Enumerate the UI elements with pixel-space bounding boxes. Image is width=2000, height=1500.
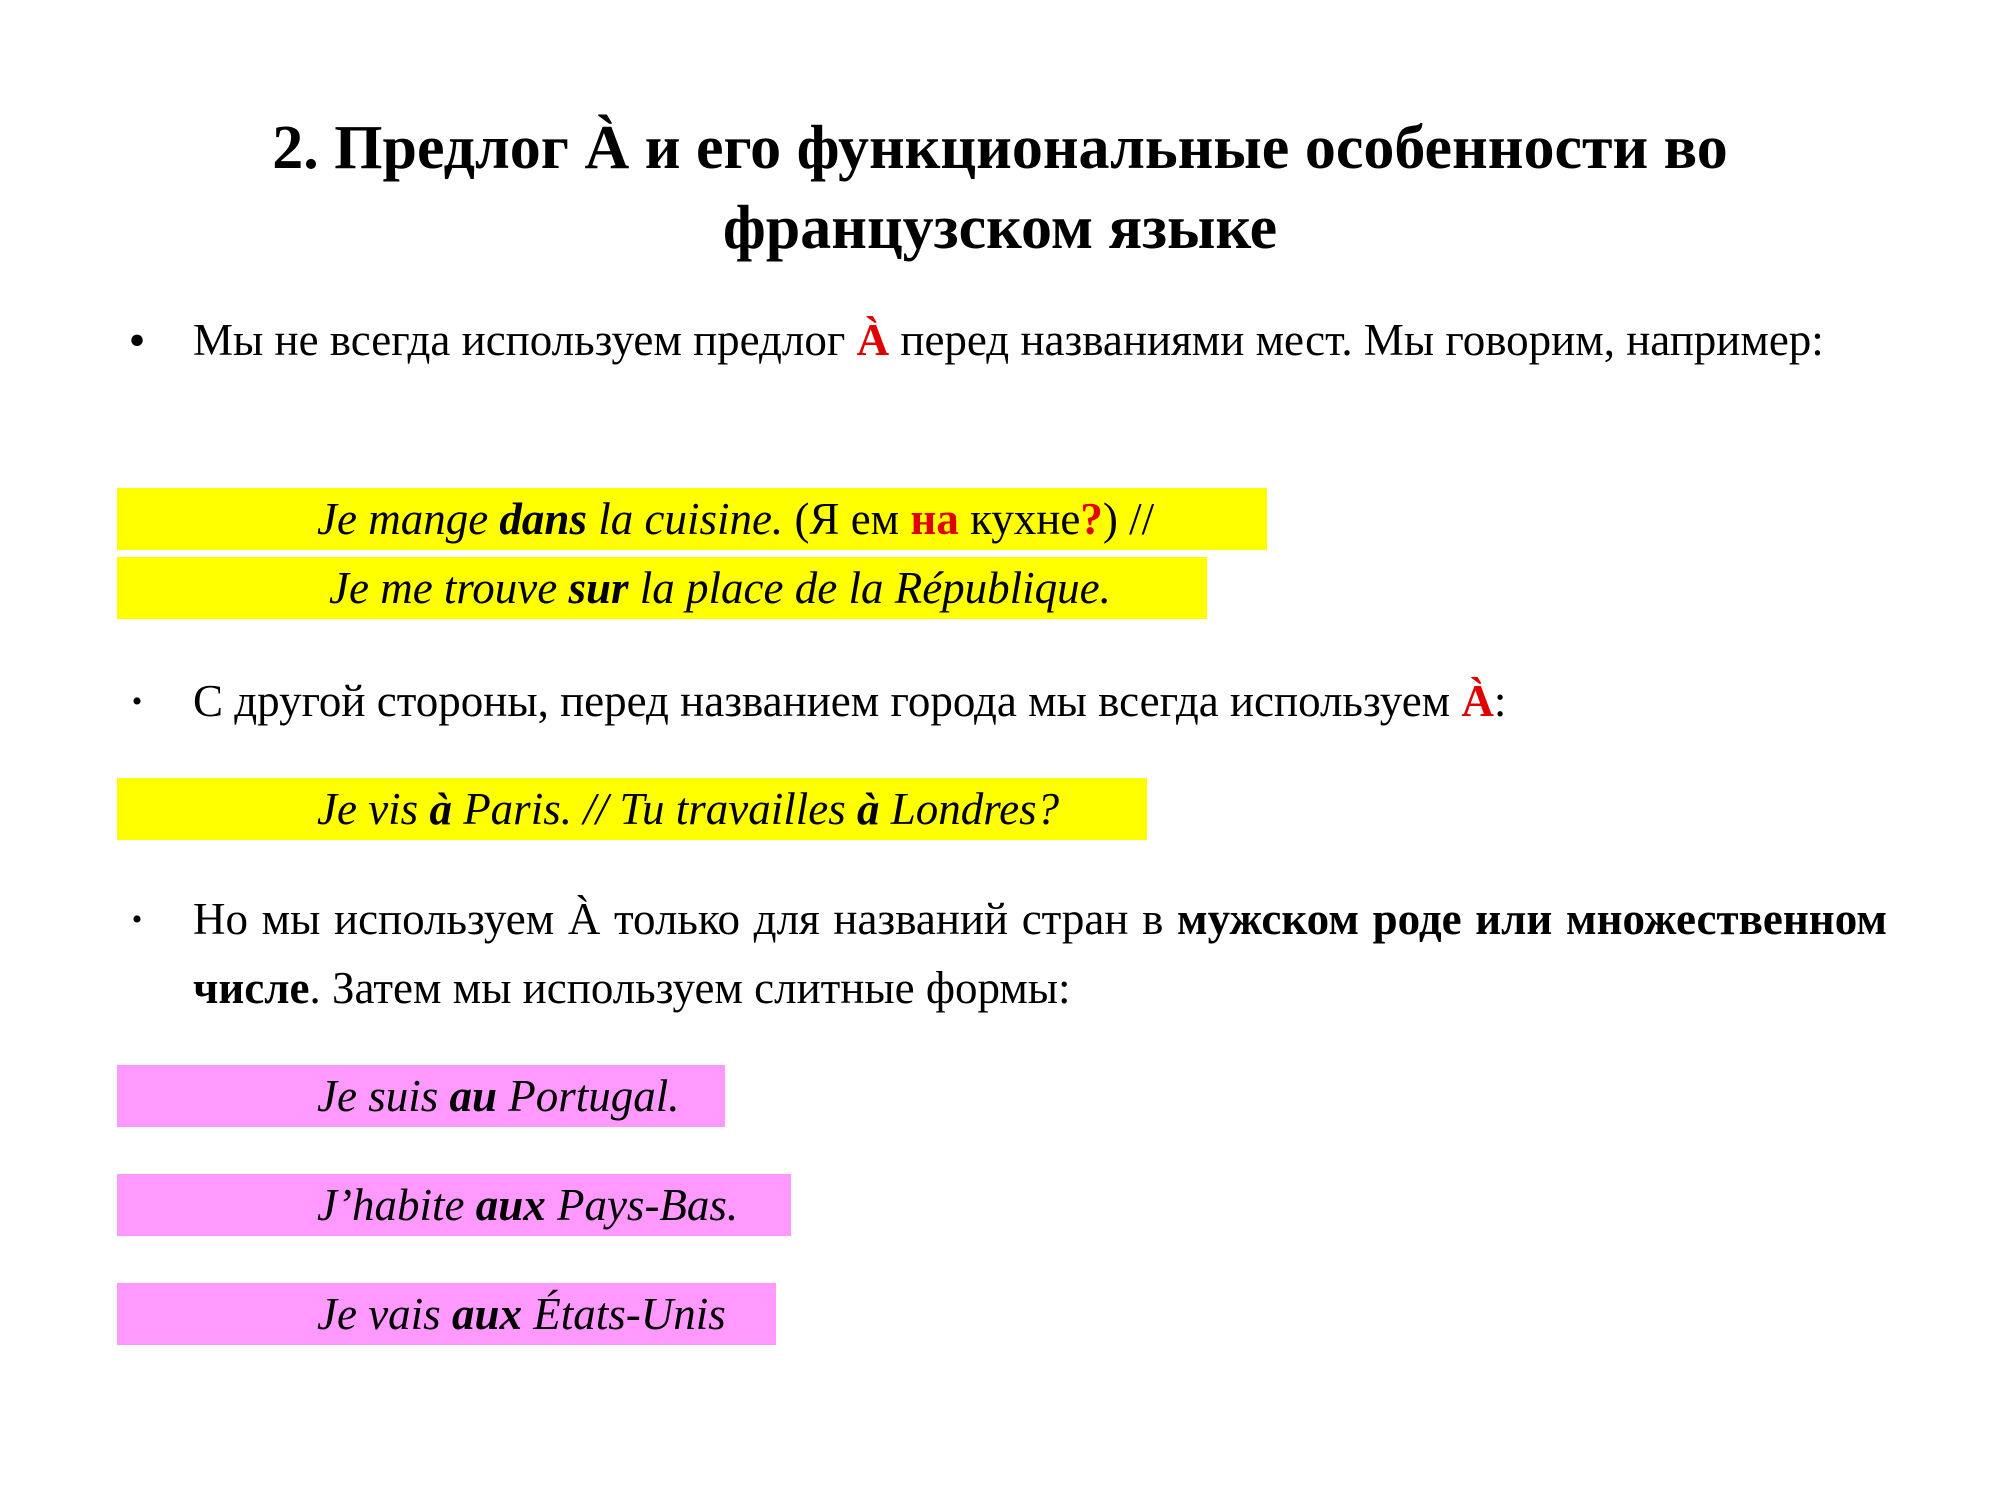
example-6	[117, 1283, 776, 1345]
bullet-1-text	[193, 306, 1887, 375]
example-3-part-2: Paris. // Tu travailles	[451, 784, 857, 834]
bullet-3-text	[193, 885, 1887, 1023]
slide-title	[150, 108, 1850, 268]
example-5-part-2: Pays-Bas.	[545, 1180, 739, 1230]
title-line-1: 2. Предлог À и его функциональные особенности во	[272, 114, 1728, 182]
bullet-marker: •	[128, 314, 146, 367]
title-line-2: французском языке	[722, 194, 1278, 262]
example-1-part-1: Je mange	[317, 494, 500, 544]
example-1-gloss-close: ) //	[1102, 494, 1155, 544]
example-6-part-2: États-Unis	[521, 1289, 726, 1339]
bullet-1-highlight: À	[856, 315, 890, 365]
example-3-part-1: Je vis	[317, 784, 430, 834]
bullet-3-bold: мужском роде или множественном числе	[193, 894, 1887, 1013]
bullet-2-text-main: С другой стороны, перед названием города мы всегда используем	[193, 676, 1462, 726]
example-3	[117, 778, 1147, 840]
bullet-2-highlight: À	[1461, 676, 1494, 726]
example-4-part-2: Portugal.	[497, 1071, 680, 1121]
example-4-part-1: Je suis	[317, 1071, 450, 1121]
bullet-marker: •	[131, 685, 143, 718]
example-1-part-2: la cuisine.	[586, 494, 784, 544]
bullet-3-text-before: Но мы используем À только для названий стран в	[193, 894, 1177, 944]
example-2	[117, 557, 1207, 619]
example-2-part-2: la place de la République.	[628, 563, 1111, 613]
example-6-part-1: Je vais	[317, 1289, 452, 1339]
example-3-bold-2: à	[856, 784, 880, 834]
bullet-1-text-after: перед названиями мест. Мы говорим, например:	[889, 315, 1824, 365]
example-1-gloss-question: ?	[1080, 494, 1103, 544]
example-4-bold: au	[449, 1071, 498, 1121]
example-6-bold: aux	[451, 1289, 522, 1339]
bullet-2-end: :	[1493, 676, 1507, 726]
example-2-part-1: Je me trouve	[329, 563, 569, 613]
example-3-part-3: Londres?	[879, 784, 1060, 834]
bullet-marker: •	[131, 903, 143, 936]
example-1-gloss-open: (Я ем	[783, 494, 911, 544]
example-5-part-1: J’habite	[317, 1180, 476, 1230]
bullet-2-text	[193, 667, 1887, 736]
example-1-gloss-mid: кухне	[958, 494, 1081, 544]
example-4	[117, 1065, 725, 1127]
bullet-1-text-before: Мы не всегда используем предлог	[193, 315, 857, 365]
example-5-bold: aux	[475, 1180, 546, 1230]
example-2-bold: sur	[568, 563, 629, 613]
example-1	[117, 488, 1267, 550]
bullet-3-text-after: . Затем мы используем слитные формы:	[309, 963, 1071, 1013]
example-5	[117, 1174, 791, 1236]
example-1-bold: dans	[499, 494, 587, 544]
example-3-bold-1: à	[429, 784, 452, 834]
example-1-gloss-red: на	[910, 494, 959, 544]
